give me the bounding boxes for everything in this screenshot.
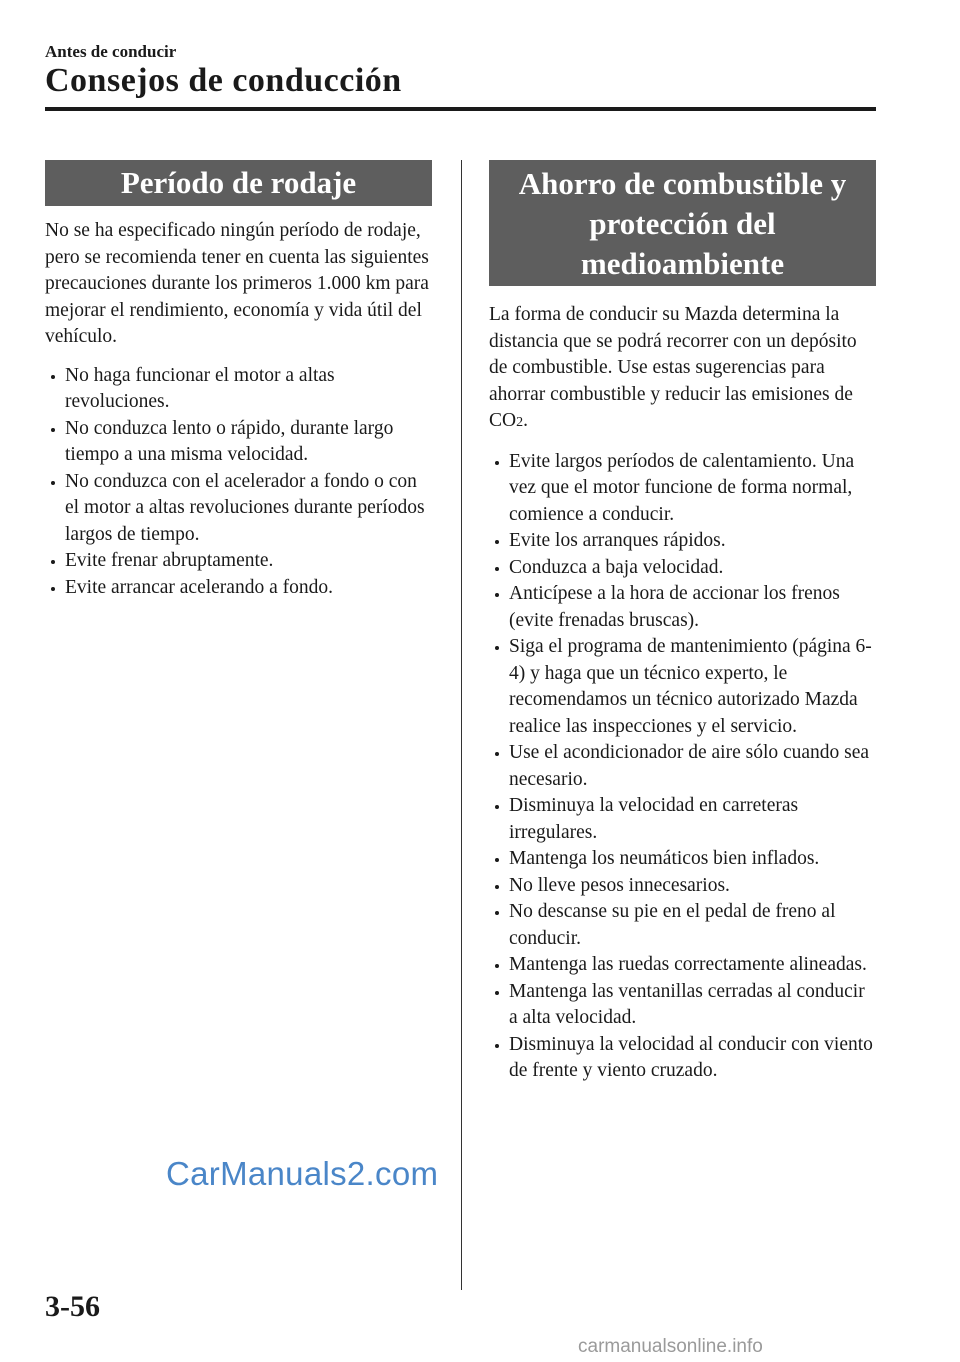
right-column [489, 160, 876, 1085]
bullet-icon [495, 805, 499, 809]
left-column [45, 160, 432, 601]
list-item: Conduzca a baja velocidad. [489, 555, 876, 582]
bullet-icon [495, 885, 499, 889]
list-item: Disminuya la velocidad en carreteras irregulares. [489, 793, 876, 846]
bullet-icon [495, 911, 499, 915]
bullet-icon [495, 858, 499, 862]
bullet-icon [51, 428, 55, 432]
list-item: Mantenga las ventanillas cerradas al conducir a alta velocidad. [489, 979, 876, 1032]
list-item: No conduzca con el acelerador a fondo o con el motor a altas revoluciones durante períodos largos de tiempo. [45, 469, 432, 549]
fuel-economy-list [489, 449, 876, 1085]
list-item: Mantenga los neumáticos bien inflados. [489, 846, 876, 873]
page-title: Consejos de conducción [45, 62, 402, 99]
bullet-icon [51, 560, 55, 564]
list-item: Disminuya la velocidad al conducir con viento de frente y viento cruzado. [489, 1032, 876, 1085]
list-item: Siga el programa de mantenimiento (página 6-4) y haga que un técnico experto, le recomendamos un técnico autorizado Mazda realice las inspecciones y el servicio. [489, 634, 876, 740]
section-label: Antes de conducir [45, 42, 177, 61]
fuel-economy-intro: La forma de conducir su Mazda determina la distancia que se podrá recorrer con un depósito de combustible. Use estas sugerencias para ahorrar combustible y reducir las emisiones de CO2. [489, 304, 857, 431]
bullet-icon [495, 593, 499, 597]
bullet-icon [51, 587, 55, 591]
heading-break-in: Período de rodaje [45, 160, 432, 206]
bullet-icon [495, 991, 499, 995]
list-item: No conduzca lento o rápido, durante largo tiempo a una misma velocidad. [45, 416, 432, 469]
heading-fuel-economy: Ahorro de combustible y protección del medioambiente [489, 160, 876, 286]
break-in-list [45, 363, 432, 602]
list-item: Anticípese a la hora de accionar los frenos (evite frenadas bruscas). [489, 581, 876, 634]
list-item: No haga funcionar el motor a altas revoluciones. [45, 363, 432, 416]
list-item: Evite los arranques rápidos. [489, 528, 876, 555]
bullet-icon [495, 752, 499, 756]
bullet-icon [495, 646, 499, 650]
bullet-icon [495, 540, 499, 544]
header-rule [45, 107, 876, 111]
list-item: No lleve pesos innecesarios. [489, 873, 876, 900]
bullet-icon [495, 567, 499, 571]
list-item: Evite largos períodos de calentamiento. Una vez que el motor funcione de forma normal, comience a conducir. [489, 449, 876, 529]
bullet-icon [495, 1044, 499, 1048]
watermark-logo: CarManuals2.com [166, 1155, 439, 1192]
footer-watermark: carmanualsonline.info [578, 1336, 763, 1357]
column-divider [461, 160, 462, 1290]
bullet-icon [495, 964, 499, 968]
bullet-icon [495, 461, 499, 465]
bullet-icon [51, 375, 55, 379]
list-item: Evite arrancar acelerando a fondo. [45, 575, 432, 602]
list-item: No descanse su pie en el pedal de freno al conducir. [489, 899, 876, 952]
list-item: Evite frenar abruptamente. [45, 548, 432, 575]
bullet-icon [51, 481, 55, 485]
page-number: 3-56 [45, 1290, 100, 1323]
list-item: Mantenga las ruedas correctamente alineadas. [489, 952, 876, 979]
list-item: Use el acondicionador de aire sólo cuando sea necesario. [489, 740, 876, 793]
break-in-intro: No se ha especificado ningún período de rodaje, pero se recomienda tener en cuenta las siguientes precauciones durante los primeros 1.000 km para mejorar el rendimiento, economía y vida útil del vehículo. [45, 220, 429, 347]
